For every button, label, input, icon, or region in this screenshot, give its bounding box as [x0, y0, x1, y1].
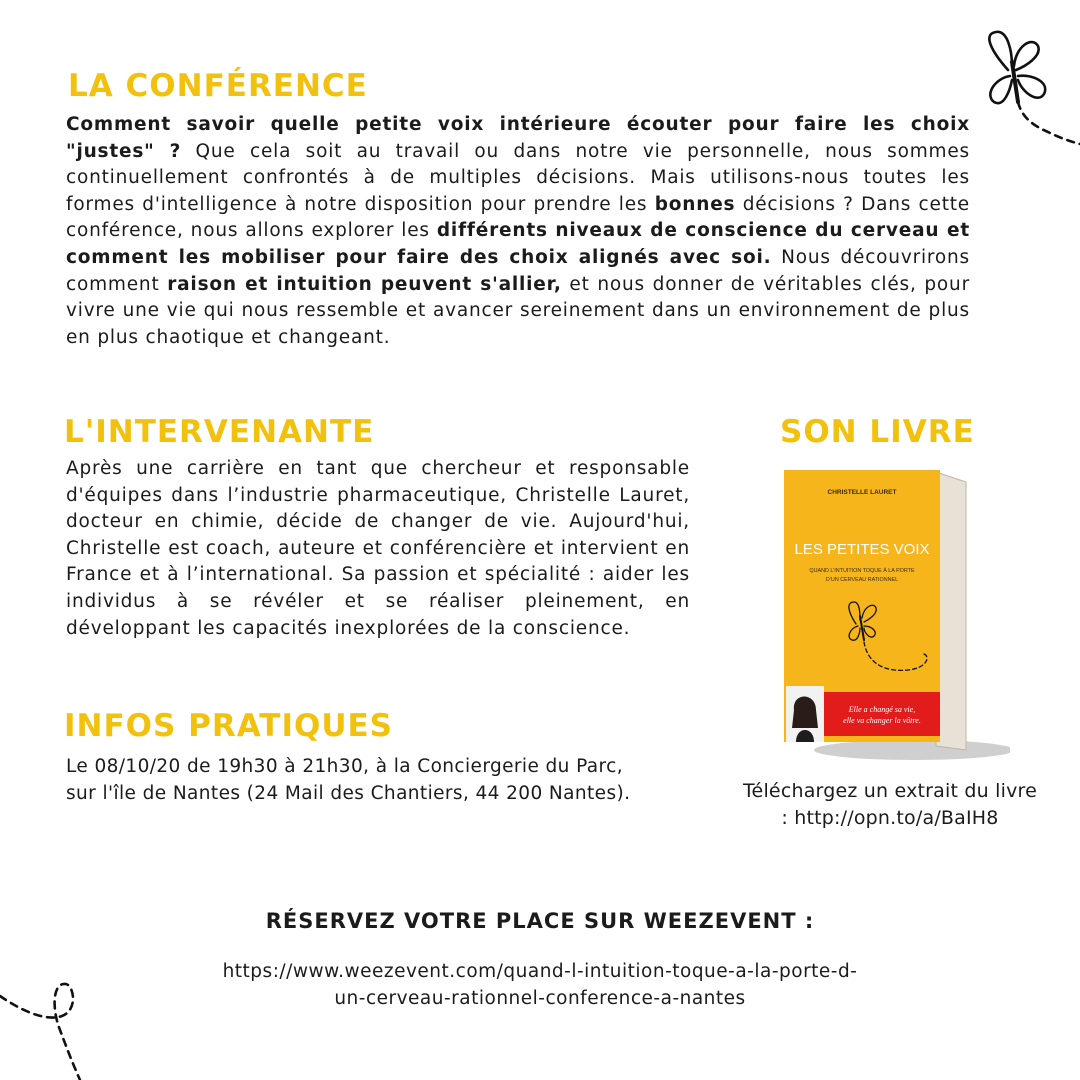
- booking-heading: RÉSERVEZ VOTRE PLACE SUR WEEZEVENT :: [265, 909, 815, 933]
- book-download-text: Téléchargez un extrait du livre : http://opn.to/a/BaIH8: [742, 780, 1038, 829]
- conference-description: Comment savoir quelle petite voix intérieure écouter pour faire les choix "justes" ? Que cela soit au travail ou dans notre vie personnelle, nous sommes continuellement confrontés à de multiples décisions. Mais utilisons-nous toutes les formes d'intelligence à notre disposition pour prendre les bonnes décisions ? Dans cette conférence, nous allons explorer les différents niveaux de conscience du cerveau et comment les mobiliser pour faire des choix alignés avec soi. Nous découvrirons comment raison et intuition peuvent s'allier, et nous donner de véritables clés, pour vivre une vie qui nous ressemble et avancer sereinement dans un environnement de plus en plus chaotique et changeant.: [66, 114, 970, 348]
- cover-band: [822, 692, 940, 736]
- practical-heading: INFOS PRATIQUES: [64, 708, 394, 744]
- conference-heading: LA CONFÉRENCE: [68, 68, 368, 104]
- speaker-bio: Après une carrière en tant que chercheur et responsable d'équipes dans l’industrie pharmaceutique, Christelle Lauret, docteur en chimie, décide de changer de vie. Aujourd'hui, Christelle est coach, auteure et conférencière et intervient en France et à l’international. Sa passion et spécialité : aider les individus à se révéler et se réaliser pleinement, en développant les capacités inexplorées de la conscience.: [66, 458, 690, 639]
- cover-author: CHRISTELLE LAURET: [827, 489, 897, 496]
- book-cover: [778, 466, 1010, 764]
- cover-quote-1: Elle a changé sa vie,: [848, 705, 916, 714]
- speaker-heading: L'INTERVENANTE: [64, 414, 375, 450]
- booking-link[interactable]: https://www.weezevent.com/quand-l-intuition-toque-a-la-porte-d-un-cerveau-rationnel-conference-a-nantes: [222, 961, 858, 1009]
- cover-subtitle-2: D’UN CERVEAU RATIONNEL: [825, 577, 899, 583]
- cover-subtitle-1: QUAND L’INTUITION TOQUE À LA PORTE: [809, 568, 915, 574]
- practical-info: Le 08/10/20 de 19h30 à 21h30, à la Conciergerie du Parc, sur l'île de Nantes (24 Mail des Chantiers, 44 200 Nantes).: [66, 756, 631, 804]
- conference-question: Comment savoir quelle petite voix intérieure écouter pour faire les choix "justes" ?: [66, 114, 970, 162]
- book-heading: SON LIVRE: [780, 414, 975, 450]
- dashed-loop-icon: [0, 970, 110, 1080]
- cover-quote-2: elle va changer la vôtre.: [843, 716, 921, 725]
- butterfly-icon: [968, 22, 1080, 154]
- cover-title: LES PETITES VOIX: [794, 541, 930, 558]
